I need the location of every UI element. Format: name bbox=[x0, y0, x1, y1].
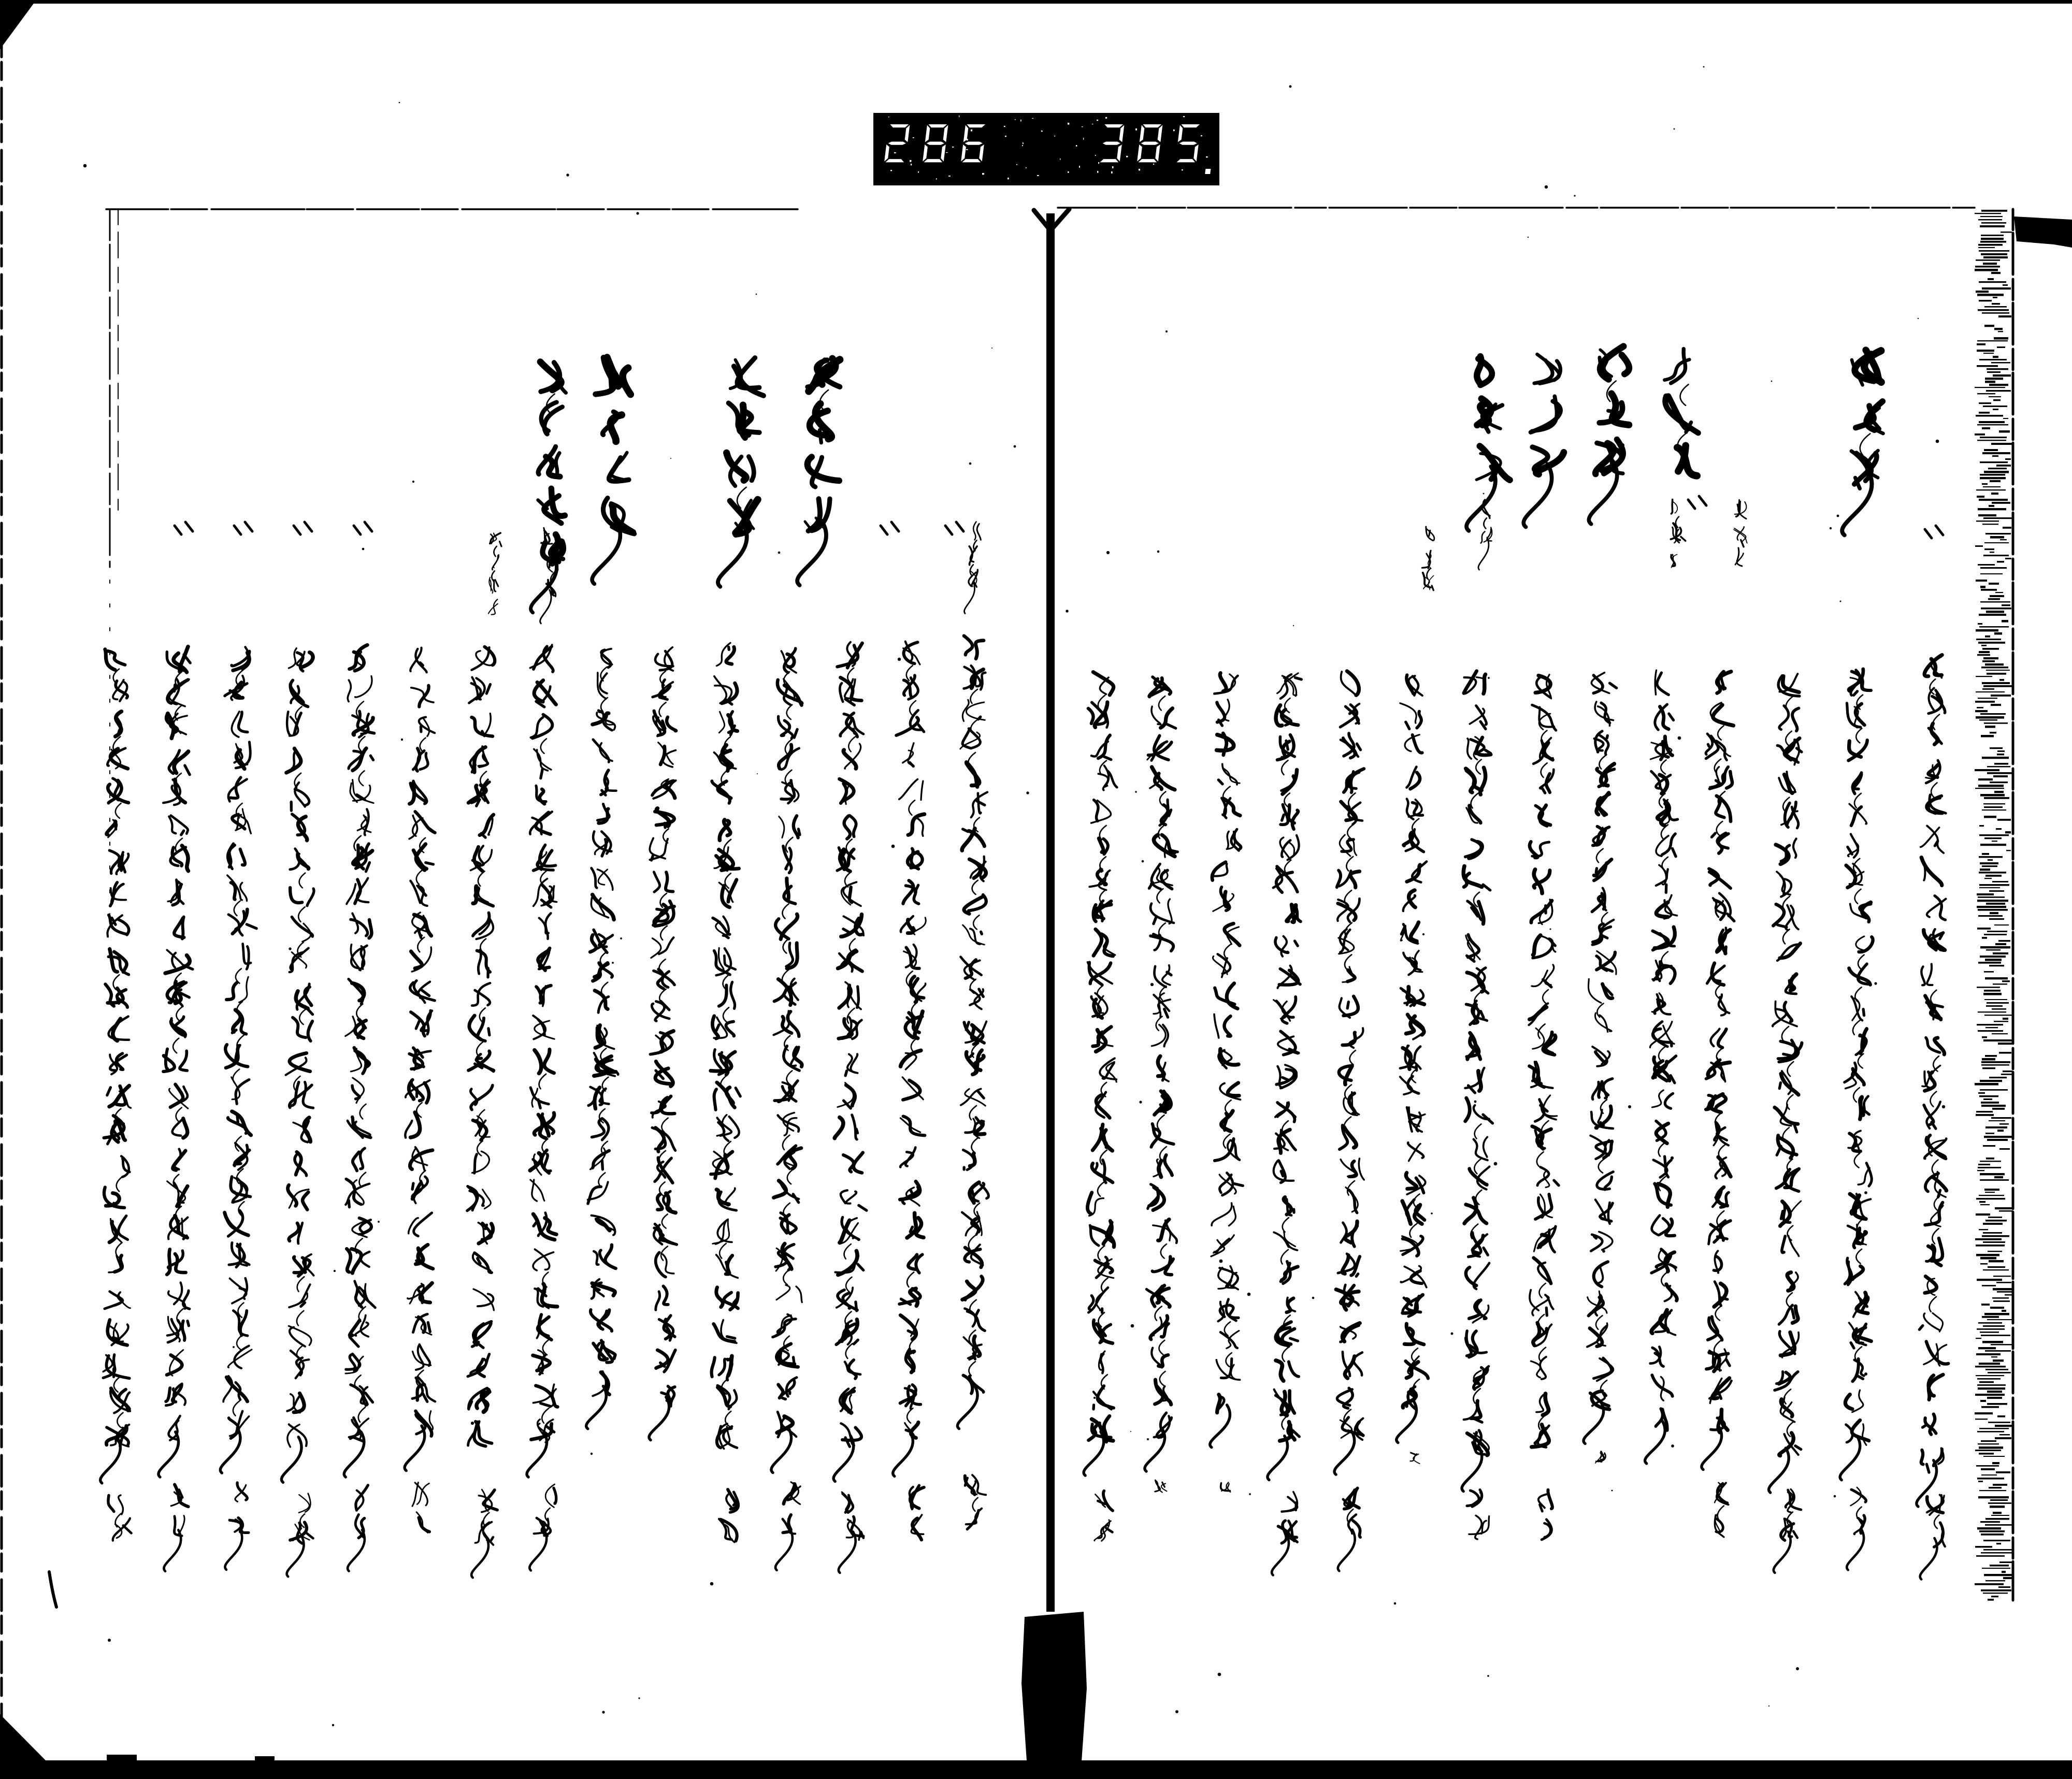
left-page-poem-column bbox=[771, 648, 802, 1473]
frame-counter bbox=[873, 113, 1219, 185]
left-page-poet-signature bbox=[164, 1485, 188, 1571]
right-page-poem-column bbox=[1210, 673, 1243, 1448]
left-page-source-note bbox=[965, 522, 981, 614]
left-page-poet-signature bbox=[775, 1482, 800, 1570]
right-page-section-header bbox=[1523, 354, 1564, 527]
left-page-section-header bbox=[531, 362, 566, 613]
left-page bbox=[100, 357, 989, 1578]
left-page-poem-column bbox=[957, 636, 988, 1429]
right-page-poem-column bbox=[1769, 674, 1802, 1493]
right-page-ditto-mark bbox=[1925, 526, 1943, 538]
left-page-poet-signature bbox=[910, 1485, 924, 1540]
right-page-poem-column bbox=[1702, 672, 1734, 1470]
right-page-section-header bbox=[1842, 350, 1883, 535]
right-page-poet-signature bbox=[1467, 1490, 1489, 1539]
left-page-section-header bbox=[718, 358, 764, 587]
right-page-poem-column bbox=[1529, 675, 1559, 1448]
left-page-poem-column bbox=[527, 645, 557, 1477]
left-page-ditto-mark bbox=[881, 522, 899, 534]
right-page-poem-column bbox=[1145, 677, 1177, 1471]
left-page-poem-column bbox=[100, 649, 131, 1483]
left-page-ditto-mark bbox=[945, 522, 963, 534]
left-page-poem-column bbox=[649, 647, 677, 1440]
right-page-source-note bbox=[1422, 527, 1434, 590]
right-page-poem-column bbox=[1840, 669, 1873, 1480]
right-page-poem-column bbox=[1334, 671, 1364, 1474]
left-page-ditto-mark bbox=[354, 522, 372, 534]
left-page-ditto-mark bbox=[294, 522, 312, 534]
right-page-poet-signature bbox=[1095, 1491, 1113, 1541]
left-page-poem-column bbox=[281, 648, 314, 1483]
left-page-poem-column bbox=[711, 643, 740, 1449]
left-page-poem-column bbox=[586, 649, 618, 1429]
right-page-poet-signature bbox=[1847, 1487, 1866, 1570]
right-page-poet-signature bbox=[1715, 1483, 1728, 1537]
left-page-poet-signature bbox=[412, 1482, 429, 1532]
right-page-end-mark bbox=[1595, 1452, 1606, 1463]
left-page-ditto-mark bbox=[234, 522, 252, 534]
left-page-poet-signature bbox=[529, 1484, 556, 1571]
right-page-end-mark bbox=[1221, 1482, 1231, 1492]
left-page-poem-column bbox=[893, 642, 926, 1477]
left-page-poet-signature bbox=[225, 1483, 249, 1570]
right-page-poet-signature bbox=[1338, 1488, 1360, 1571]
right-page-source-note bbox=[1671, 500, 1685, 568]
dust-specks bbox=[83, 66, 1946, 1727]
right-page-poem-column bbox=[1917, 655, 1948, 1507]
left-page-poet-signature bbox=[287, 1494, 313, 1577]
right-page-source-note bbox=[1734, 500, 1747, 566]
right-page-poem-column bbox=[1084, 672, 1117, 1476]
right-page-poet-signature bbox=[1272, 1492, 1297, 1575]
left-page-poet-signature bbox=[348, 1485, 368, 1571]
right-page-poem-column bbox=[1462, 671, 1492, 1492]
left-page-poem-column bbox=[467, 647, 495, 1446]
left-page-poet-signature bbox=[965, 1475, 986, 1529]
left-page-poet-signature bbox=[471, 1489, 497, 1578]
right-page-poem-column bbox=[1584, 673, 1617, 1444]
left-page-poem-column bbox=[833, 642, 867, 1482]
right-page-poet-signature bbox=[1538, 1490, 1552, 1540]
left-page-poet-signature bbox=[719, 1489, 738, 1542]
left-page-section-header bbox=[797, 358, 840, 585]
right-page-poem-column bbox=[1645, 670, 1678, 1464]
left-page-poem-column bbox=[159, 647, 193, 1478]
right-page-end-mark bbox=[1411, 1453, 1420, 1464]
right-page-section-header bbox=[1664, 349, 1698, 476]
left-page-section-header bbox=[592, 357, 635, 584]
left-page-poem-column bbox=[405, 648, 435, 1471]
left-page-ditto-mark bbox=[175, 522, 193, 534]
right-page-poem-column bbox=[1397, 675, 1428, 1442]
left-page-poem-column bbox=[220, 647, 256, 1473]
left-page-source-note bbox=[488, 533, 501, 615]
left-page-poet-signature bbox=[108, 1495, 132, 1541]
right-page-ditto-mark bbox=[1688, 496, 1706, 509]
right-page-section-header bbox=[1589, 346, 1629, 524]
right-page-poet-signature bbox=[1920, 1495, 1945, 1579]
right-page-end-mark bbox=[1155, 1480, 1167, 1493]
left-page-poet-signature bbox=[839, 1492, 864, 1573]
left-page-poem-column bbox=[344, 645, 375, 1477]
right-page-section-header bbox=[1466, 356, 1510, 531]
right-page bbox=[1084, 346, 1948, 1580]
right-page-poet-signature bbox=[1774, 1489, 1801, 1573]
right-page-poem-column bbox=[1268, 673, 1301, 1480]
